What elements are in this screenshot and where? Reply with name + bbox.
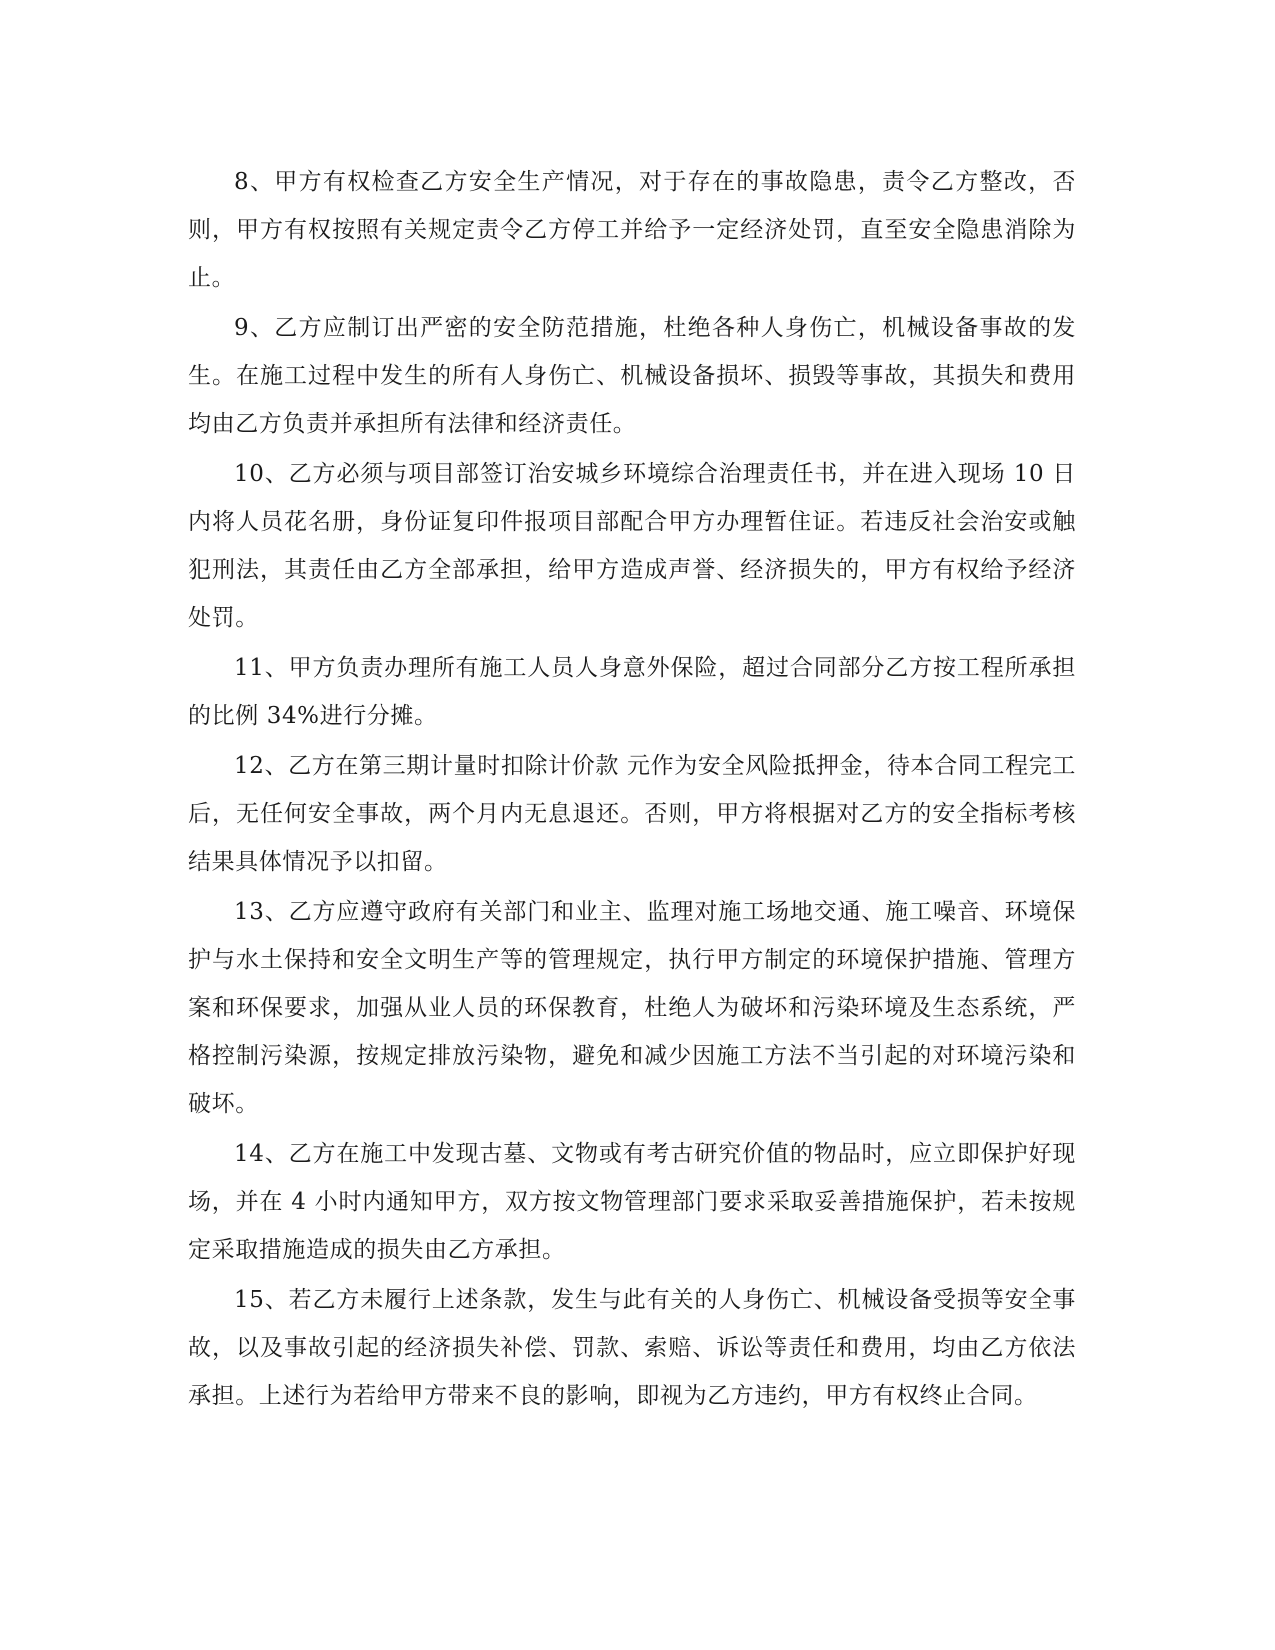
contract-clauses — [188, 158, 1076, 1422]
clause-15: 15、若乙方未履行上述条款，发生与此有关的人身伤亡、机械设备受损等安全事故，以及事故引起的经济损失补偿、罚款、索赔、诉讼等责任和费用，均由乙方依法承担。上述行为若给甲方带来不良的影响，即视为乙方违约，甲方有权终止合同。 — [188, 1287, 1076, 1409]
clause-9: 9、乙方应制订出严密的安全防范措施，杜绝各种人身伤亡，机械设备事故的发生。在施工过程中发生的所有人身伤亡、机械设备损坏、损毁等事故，其损失和费用均由乙方负责并承担所有法律和经济责任。 — [188, 315, 1076, 437]
clause-12: 12、乙方在第三期计量时扣除计价款 元作为安全风险抵押金，待本合同工程完工后，无任何安全事故，两个月内无息退还。否则，甲方将根据对乙方的安全指标考核结果具体情况予以扣留。 — [188, 753, 1076, 875]
clause-8: 8、甲方有权检查乙方安全生产情况，对于存在的事故隐患，责令乙方整改，否则，甲方有权按照有关规定责令乙方停工并给予一定经济处罚，直至安全隐患消除为止。 — [188, 169, 1076, 291]
clause-14: 14、乙方在施工中发现古墓、文物或有考古研究价值的物品时，应立即保护好现场，并在 4 小时内通知甲方，双方按文物管理部门要求采取妥善措施保护，若未按规定采取措施造成的损失由乙方承担。 — [188, 1141, 1076, 1263]
clause-10: 10、乙方必须与项目部签订治安城乡环境综合治理责任书，并在进入现场 10 日内将人员花名册，身份证复印件报项目部配合甲方办理暂住证。若违反社会治安或触犯刑法，其责任由乙方全部承担，给甲方造成声誉、经济损失的，甲方有权给予经济处罚。 — [188, 461, 1076, 631]
clause-11: 11、甲方负责办理所有施工人员人身意外保险，超过合同部分乙方按工程所承担的比例 34%进行分摊。 — [188, 655, 1076, 729]
clause-13: 13、乙方应遵守政府有关部门和业主、监理对施工场地交通、施工噪音、环境保护与水土保持和安全文明生产等的管理规定，执行甲方制定的环境保护措施、管理方案和环保要求，加强从业人员的环保教育，杜绝人为破坏和污染环境及生态系统，严格控制污染源，按规定排放污染物，避免和减少因施工方法不当引起的对环境污染和破坏。 — [188, 899, 1076, 1117]
